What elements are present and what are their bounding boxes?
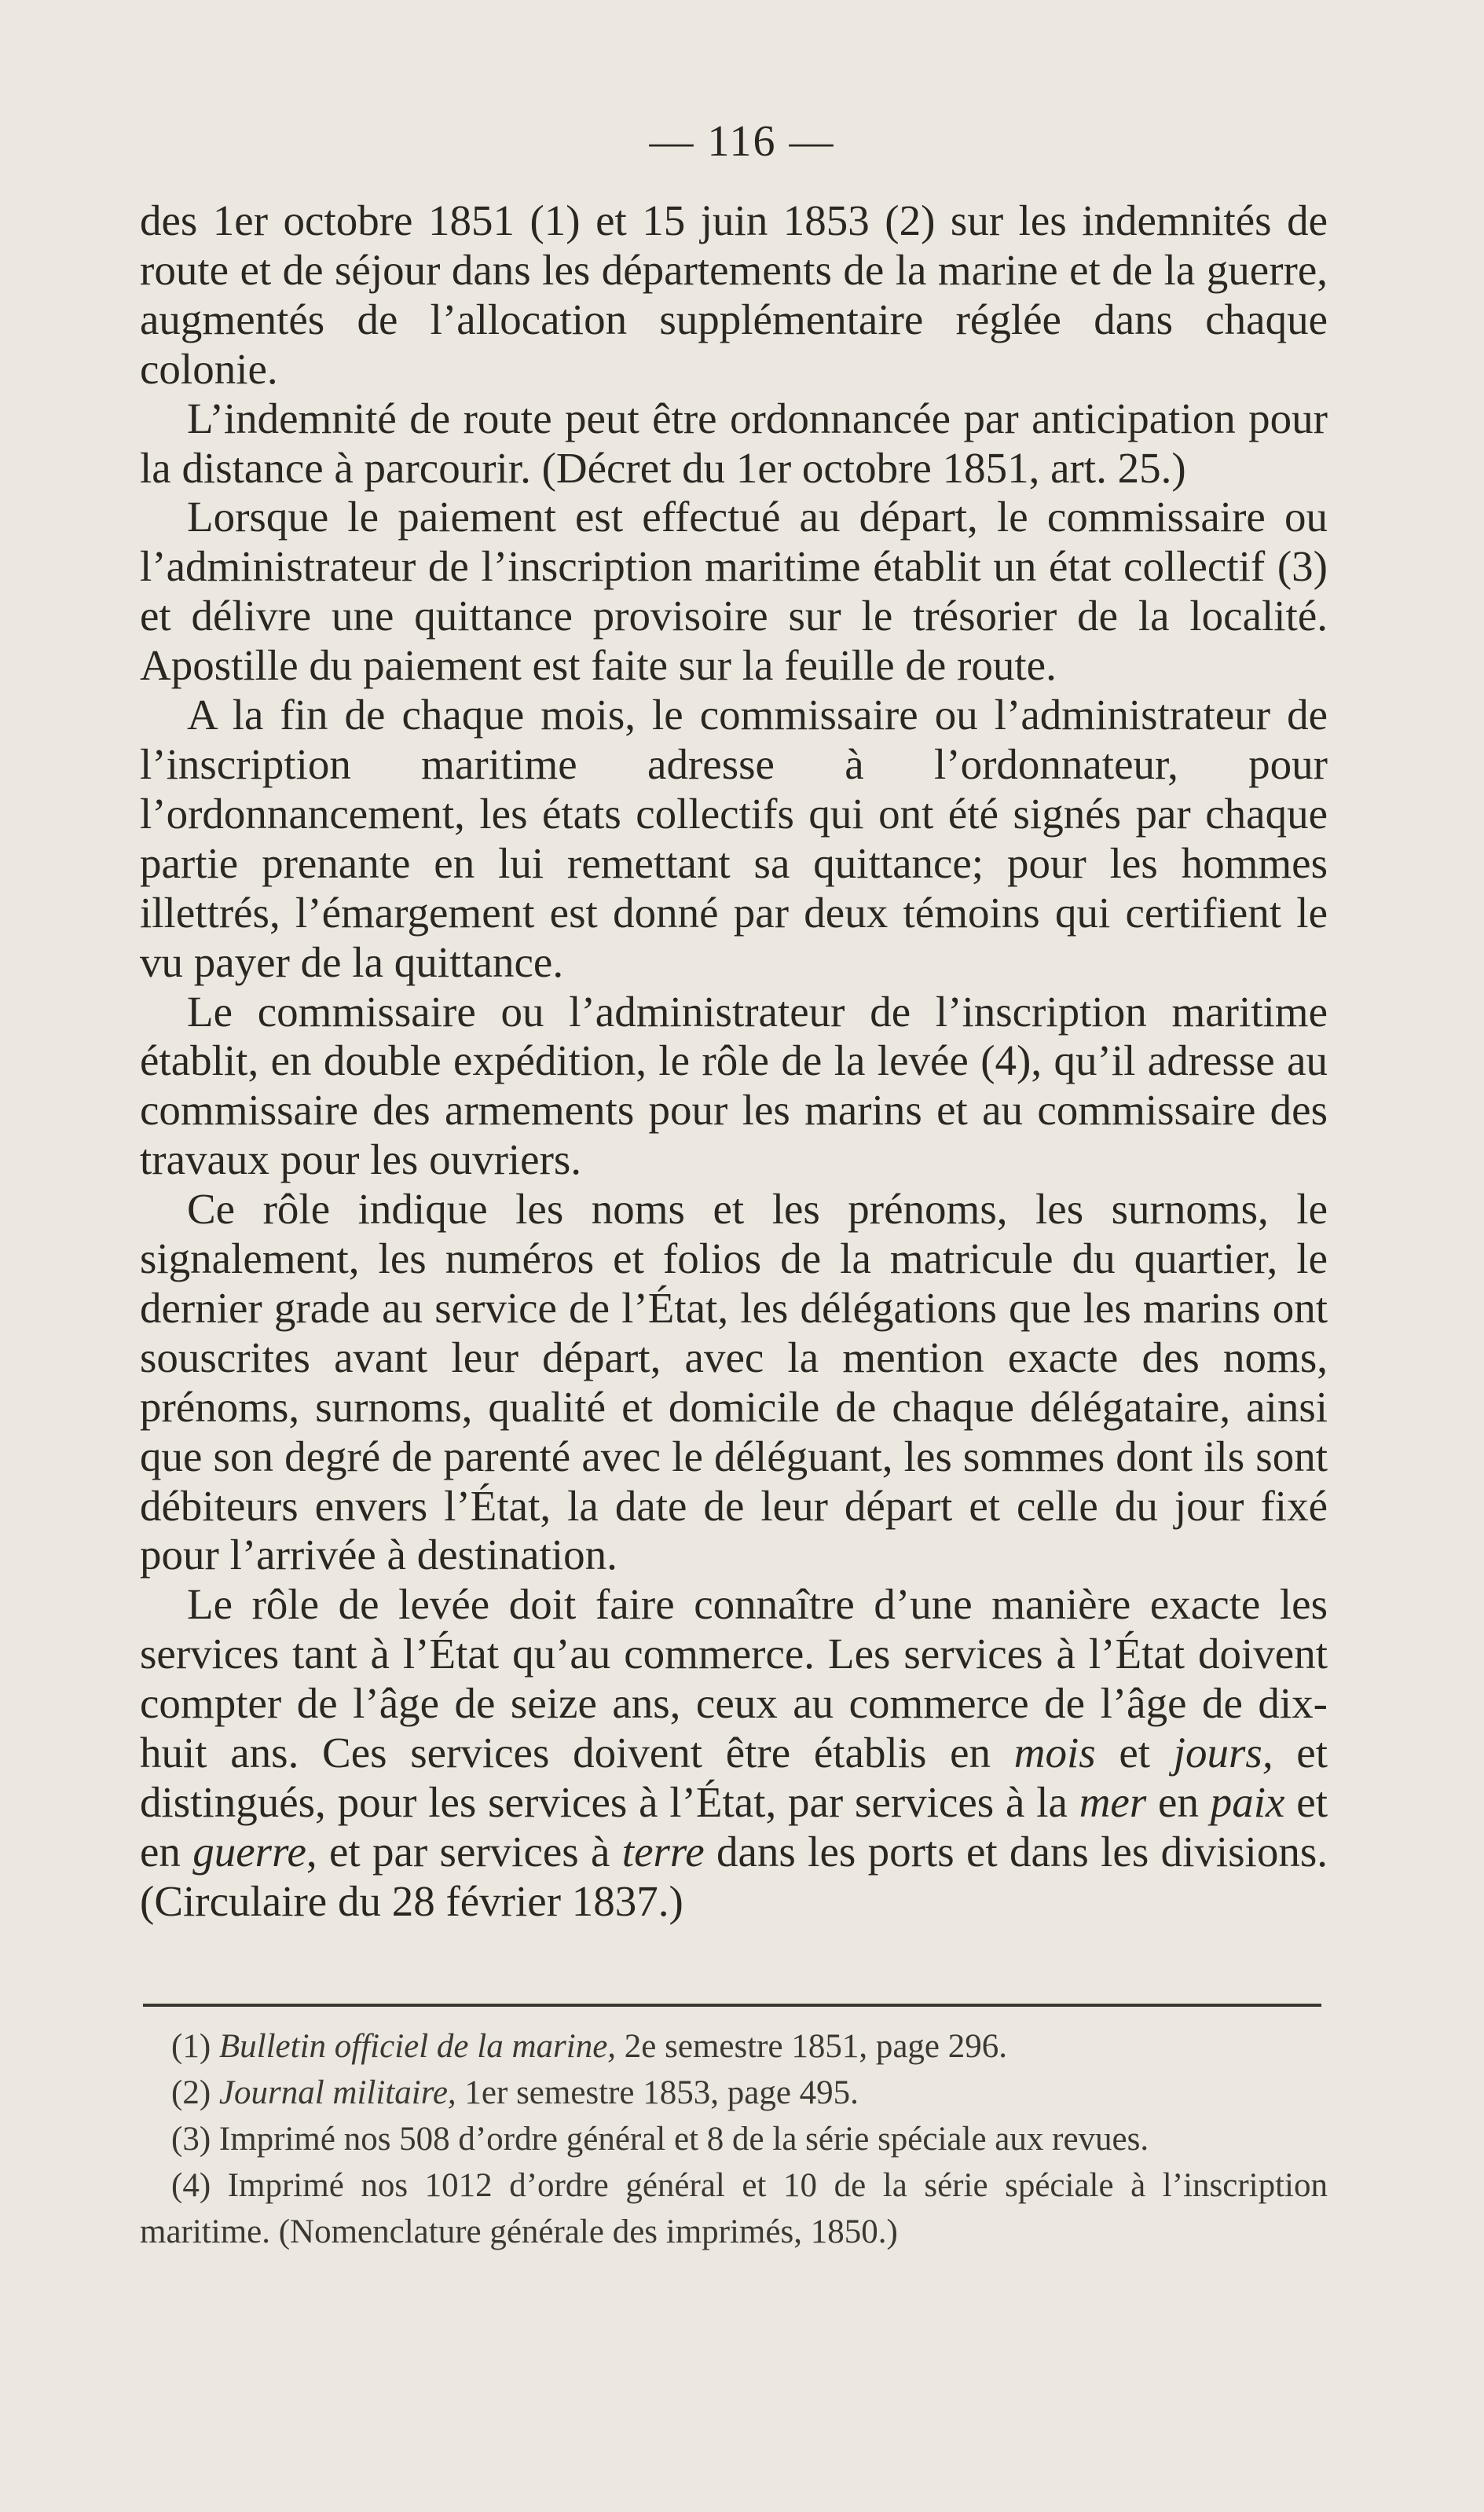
paragraph-7-text: Le rôle de levée doit faire connaître d’une manière exacte les services tant à l’État qu’au commerce. Les services à l’État doivent compter de l’âge de seize ans, ceux au commerce de l’âge de dix-huit ans. Ces services doivent être établis en <box>140 1580 1328 1777</box>
paragraph-7-text: dans les ports et dans les divisions. (Circulaire du 28 février 1837.) <box>140 1827 1328 1925</box>
footnote-text: 2e semestre 1851, page 296. <box>616 2028 1007 2065</box>
footnote-source-title: Journal militaire, <box>218 2074 456 2111</box>
paragraph-5: Le commissaire ou l’administrateur de l’inscription maritime établit, en double expédition, le rôle de la levée (4), qu’il adresse au commissaire des armements pour les marins et au commissaire des travaux pour les ouvriers. <box>140 987 1328 1184</box>
page-number: — 116 — <box>649 117 835 166</box>
footnote-text: 1er semestre 1853, page 495. <box>456 2074 859 2111</box>
footnote-mark: (1) <box>171 2028 219 2065</box>
body-text <box>140 196 1328 1927</box>
footnotes <box>140 2023 1328 2255</box>
italic-term: mois <box>1013 1729 1096 1777</box>
paragraph-7-text: et <box>1095 1729 1174 1777</box>
paragraph-7-text: , et par services à <box>306 1827 622 1876</box>
footnote-2 <box>140 2070 1328 2116</box>
italic-term: guerre <box>192 1827 306 1876</box>
paragraph-6: Ce rôle indique les noms et les prénoms, les surnoms, le signalement, les numéros et folios de la matricule du quartier, le dernier grade au service de l’État, les délégations que les marins ont souscrites avant leur départ, avec la mention exacte des noms, prénoms, surnoms, qualité et domicile de chaque délégataire, ainsi que son degré de parenté avec le déléguant, les sommes dont ils sont débiteurs envers l’État, la date de leur départ et celle du jour fixé pour l’arrivée à destination. <box>140 1185 1328 1579</box>
italic-term: paix <box>1210 1778 1285 1826</box>
paragraph-4: A la fin de chaque mois, le commissaire ou l’administrateur de l’inscription maritime adresse à l’ordonnateur, pour l’ordonnancement, les états collectifs qui ont été signés par chaque partie prenante en lui remettant sa quittance; pour les hommes illettrés, l’émargement est donné par deux témoins qui certifient le vu payer de la quittance. <box>140 691 1328 986</box>
paragraph-7-text: et distingués, pour les services à l’État, par services à la <box>140 1729 1328 1826</box>
paragraph-1: des 1er octobre 1851 (1) et 15 juin 1853 (2) sur les indemnités de route et de séjour dans les départements de la marine et de la guerre, augmentés de l’allocation supplémentaire réglée dans chaque colonie. <box>140 196 1328 393</box>
paragraph-2: L’indemnité de route peut être ordonnancée par anticipation pour la distance à parcourir. (Décret du 1er octobre 1851, art. 25.) <box>140 394 1328 492</box>
footnote-4: (4) Imprimé nos 1012 d’ordre général et 10 de la série spéciale à l’inscription maritime. (Nomenclature générale des imprimés, 1850.) <box>140 2167 1328 2250</box>
italic-term: mer <box>1079 1778 1147 1826</box>
paragraph-7-text: en <box>1146 1778 1211 1826</box>
footnote-3: (3) Imprimé nos 508 d’ordre général et 8 de la série spéciale aux revues. <box>171 2121 1149 2158</box>
footnote-mark: (2) <box>171 2074 219 2111</box>
paragraph-7-text: et en <box>140 1778 1328 1876</box>
paragraph-7 <box>140 1580 1328 1926</box>
italic-term: jours, <box>1173 1729 1273 1777</box>
footnote-1 <box>140 2023 1328 2070</box>
footnote-source-title: Bulletin officiel de la marine, <box>218 2028 617 2065</box>
italic-term: terre <box>621 1827 705 1876</box>
paragraph-3: Lorsque le paiement est effectué au départ, le commissaire ou l’administrateur de l’inscription maritime établit un état collectif (3) et délivre une quittance provisoire sur le trésorier de la localité. Apostille du paiement est faite sur la feuille de route. <box>140 493 1328 690</box>
footnote-divider <box>143 2004 1321 2007</box>
